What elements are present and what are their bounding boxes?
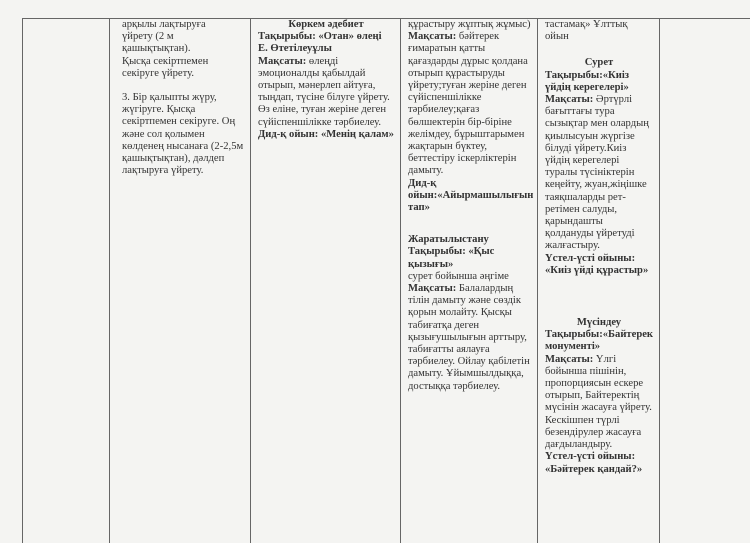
paragraph: Қысқа секіртпемен секіруге үйрету. (122, 55, 209, 79)
table-column-construction (401, 19, 538, 543)
goal-paragraph (258, 56, 394, 129)
goal-paragraph (545, 94, 653, 253)
author: Е. Өтетілеуұлы (258, 43, 332, 55)
table-column-art (538, 19, 660, 543)
paragraph: 3. Бір қалыпты жүру, жүгіруге. Қысқа секіртпемен секіруге. Оң және сол қолымен көлденең нысанаға (2-2,5м қашықтықтан), дәлдеп лақтыруға үйрету. (122, 92, 244, 177)
intro-text: құрастыру жұптық жұмыс) (408, 19, 531, 30)
table-column-physical (110, 19, 251, 543)
goal-paragraph (408, 283, 531, 393)
topic: Тақырыбы: «Отан» өлеңі (258, 31, 382, 43)
intro-text: тастамақ» Ұлттық ойын (545, 19, 628, 43)
text-line: үйрету (2 м (122, 31, 174, 43)
table-column-empty (23, 19, 110, 543)
game: Дид-қ ойын: «Менің қалам» (258, 128, 394, 140)
goal-label: Мақсаты: (408, 283, 457, 295)
schedule-table (22, 18, 750, 543)
topic: Тақырыбы:«Киіз үйдің керегелері» (545, 69, 630, 93)
table-column-empty-right (660, 19, 750, 543)
text-line: қашықтықтан). (122, 43, 191, 55)
goal-label: Мақсаты: (545, 94, 594, 106)
section-title: Мүсіндеу (576, 317, 622, 329)
goal-text: Әртүрлі бағыттағы тура сызықтар мен олардың қиылысуын жүргізе білуді үйрету.Киіз үйдің керегелері туралы түсініктерін кеңейту, жуан,жіңішке таяқшаларды рет-ретімен салуды, қарындашты қолдануды үйретуді жалғастыру. (545, 94, 649, 252)
topic: Тақырыбы: «Қыс қызығы» (408, 246, 495, 270)
goal-paragraph (408, 31, 531, 177)
goal-label: Мақсаты: (408, 31, 457, 43)
topic: Тақырыбы:«Байтерек монументі» (545, 329, 654, 353)
game: Дид-қ ойын:«Айырмашылығын тап» (408, 177, 534, 214)
game: Үстел-үсті ойыны: «Киіз үйді құрастыр» (545, 252, 649, 276)
goal-text: Балалардың тілін дамыту және сөздік қорын молайту. Қысқы табиғатқа деген қызығушылығын арттыру, табиғатты аялауға тәрбиелеу. Ойлау қабілетін дамыту. Ұйымшылдыққа, достыққа тәрбиелеу. (408, 283, 530, 392)
goal-text: бәйтерек ғимаратын қатты қағаздарды дұрыс қолдана отырып құрастыруды үйрету;туған жеріне деген сүйіспеншілікке тәрбиелеу;қағаз бөлшектерін бір-біріне желімдеу, бұрыштарымен жақтарын бүктеу, беттестіру іскерліктерін дамыту. (408, 31, 528, 177)
goal-text: Үлгі бойынша пішінін, пропорциясын ескере отырып, Байтеректің мүсінін жасауға үйрету. Кескішпен түрлі безендірулер жасауға дағдыландыру. (545, 353, 652, 451)
game: Үстел-үсті ойыны: «Бәйтерек қандай?» (545, 451, 643, 475)
goal-paragraph (545, 354, 653, 452)
subtitle: сурет бойынша әңгіме (408, 270, 509, 282)
section-title: Көркем әдебиет (288, 19, 364, 30)
section-title: Сурет (584, 57, 614, 69)
goal-label: Мақсаты: (258, 55, 307, 67)
table-column-literature (251, 19, 401, 543)
goal-label: Мақсаты: (545, 353, 594, 365)
text-line: арқылы лақтыруға (122, 19, 206, 30)
section-title: Жаратылыстану (408, 234, 489, 246)
goal-text: өлеңді эмоционалды қабылдай отырып, мәнерлеп айтуға, тыңдап, түсіне білуге үйрету. Өз еліне, туған жеріне деген сүйіспеншілікке тәрбиелеу. (258, 55, 390, 128)
